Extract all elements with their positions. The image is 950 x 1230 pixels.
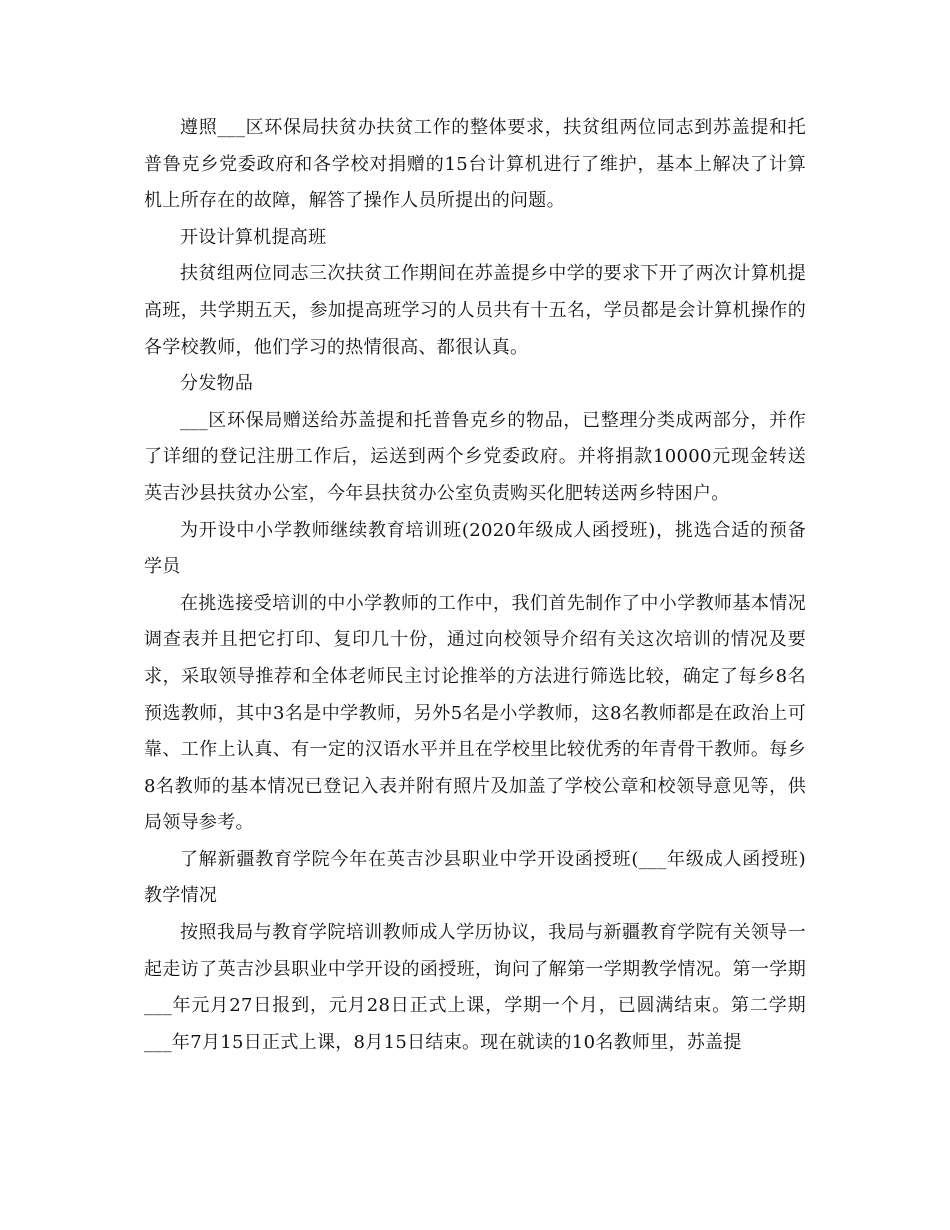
heading-correspondence-class: 了解新疆教育学院今年在英吉沙县职业中学开设函授班(___年级成人函授班)教学情况	[144, 848, 806, 907]
paragraph-distribute-goods: ___区环保局赠送给苏盖提和托普鲁克乡的物品，已整理分类成两部分，并作了详细的登记注册工作后，运送到两个乡党委政府。并将捐款10000元现金转送英吉沙县扶贫办公室，今年县扶贫办公室负责购买化肥转送两乡特困户。	[144, 409, 806, 504]
heading-computer-class: 开设计算机提高班	[180, 226, 327, 248]
paragraph-computer-class: 扶贫组两位同志三次扶贫工作期间在苏盖提乡中学的要求下开了两次计算机提高班，共学期五天，参加提高班学习的人员共有十五名，学员都是会计算机操作的各学校教师，他们学习的热情很高、都很认真。	[144, 263, 806, 358]
heading-distribute-goods: 分发物品	[180, 373, 254, 395]
heading-teacher-training: 为开设中小学教师继续教育培训班(2020年级成人函授班)，挑选合适的预备学员	[144, 519, 806, 578]
paragraph-teacher-selection: 在挑选接受培训的中小学教师的工作中，我们首先制作了中小学教师基本情况调查表并且把它打印、复印几十份，通过向校领导介绍有关这次培训的情况及要求，采取领导推荐和全体老师民主讨论推举的方法进行筛选比较，确定了每乡8名预选教师，其中3名是中学教师，另外5名是小学教师，这8名教师都是在政治上可靠、工作上认真、有一定的汉语水平并且在学校里比较优秀的年青骨干教师。每乡8名教师的基本情况已登记入表并附有照片及加盖了学校公章和校领导意见等，供局领导参考。	[144, 592, 806, 834]
paragraph-correspondence-class: 按照我局与教育学院培训教师成人学历协议，我局与新疆教育学院有关领导一起走访了英吉沙县职业中学开设的函授班，询问了解第一学期教学情况。第一学期___年元月27日报到，元月28日正式上课，学期一个月，已圆满结束。第二学期___年7月15日正式上课，8月15日结束。现在就读的10名教师里，苏盖提	[144, 922, 806, 1053]
paragraph-maintenance: 遵照___区环保局扶贫办扶贫工作的整体要求，扶贫组两位同志到苏盖提和托普鲁克乡党委政府和各学校对捐赠的15台计算机进行了维护，基本上解决了计算机上所存在的故障，解答了操作人员所提出的问题。	[144, 117, 806, 212]
document-body	[144, 110, 806, 1061]
